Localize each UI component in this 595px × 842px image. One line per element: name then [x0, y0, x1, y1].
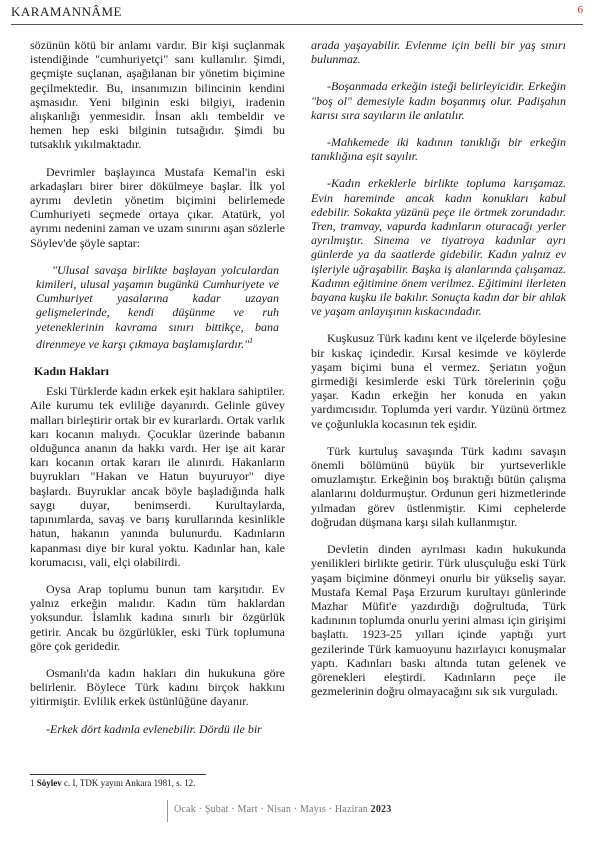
quote-block	[36, 263, 279, 351]
paragraph: Eski Türklerde kadın erkek eşit haklara sahiptiler. Aile kurumu tek evliliğe dayanırdı. Gelinle güvey malları birleştirir ortak bir ev kurarlardı. Ortak varlık karı kocanın malıydı. Çocuklar üzerinde babanın olduğunca ananın da hakkı vardı. Her işe ait karar karı kocanın ortak kararı ile alınırdı. Hakanların buyrukları "Hakan ve Hatun buyuruyor" diye başlardı. Buyruklar ancak böyle başladığında halk saygı duyar, benimserdi. Kurultaylarda, tapınımlarda, savaş ve barış kurullarında kesinlikle hatun, hakanın yanında bulunurdu. Kadınların kapanması diye bir kural yoktu. Kadınlar han, kale korumacısı, vali, elçi olabilirdi.	[30, 384, 285, 569]
paragraph: Kuşkusuz Türk kadını kent ve ilçelerde böylesine bir kıskaç içindedir. Kırsal kesimde ve köylerde yaşam biçimi buna el vermez. Şeriatın yoğun girmediği kesimlerde eski Türk törelerinin çoğu yaşar. Kadın erkeğin her konuda en yakın yardımcısıdır. Toplumda yeri vardır. Yüzünü örtmez ve çoğunlukla kocasının tek eşidir.	[311, 331, 566, 431]
footnote	[30, 778, 195, 788]
footnote-rest: c. I, TDK yayını Ankara 1981, s. 12.	[61, 778, 196, 788]
section-heading: Kadın Hakları	[34, 364, 110, 379]
paragraph: arada yaşayabilir. Evlenme için belli bir yaş sınırı bulunmaz.	[311, 38, 566, 67]
paragraph: -Boşanmada erkeğin isteği belirleyicidir. Erkeğin "boş ol" demesiyle kadın boşanmış olur. Padişahın karısı sıra sayıların ile anlatılır.	[311, 79, 566, 122]
footer-divider	[167, 800, 168, 822]
paragraph: -Erkek dört kadınla evlenebilir. Dördü ile bir	[46, 721, 262, 736]
footer-year: 2023	[370, 804, 392, 815]
footnote-source: Söylev	[36, 778, 62, 788]
paragraph: Osmanlı'da kadın hakları din hukukuna göre belirlenir. Böylece Türk kadını birçok hakkını yitirmiştir. Evlilik erkek üstünlüğüne dayanır.	[30, 665, 285, 709]
page-header	[11, 4, 583, 26]
paragraph: sözünün kötü bir anlamı vardır. Bir kişi suçlanmak istendiğinde "cumhuriyetçi" sanı kullanılır. Şimdi, geçmişte suçlanan, aşağılanan bir yönetim biçimine geçilmektedir. Bu, insanımızın bilincinin kendini aşmasıdır. Yeni bilginin eski bilgiyi, iradenin alışkanlığı yenmesidir. İnsan aklı tembeldir ve hemen hep eski bilginin tutsağıdır. Şimdi bu tutsaklık yıkılmaktadır.	[30, 38, 285, 152]
page-footer	[0, 798, 595, 838]
footer-months: Ocak · Şubat · Mart · Nisan · Mayıs · Haziran	[174, 804, 368, 815]
journal-title: KARAMANNÂME	[11, 4, 122, 19]
header-rule	[11, 24, 583, 25]
paragraph: Devrimler başlayınca Mustafa Kemal'in eski arkadaşları birer birer dökülmeye başlar. İlk yol ayrımı devletin yönetim biçimini belirlemede Cumhuriyeti seçmede ortaya çıkar. Atatürk, yol ayrımı nedenini zaman ve uzam sınırını aşan sözlerle Söylev'de şöyle saptar:	[30, 164, 285, 250]
paragraph: Türk kurtuluş savaşında Türk kadını savaşın önemli bölümünü büyük bir yurtseverlikle omuzlamıştır. Erkeğinin boş bıraktığı bütün çalışma alanlarını doldurmuştur. Ordunun geri hizmetlerinde yılmadan görev üstlenmiştir. Kimi cephelerde doğrudan düşmana karşı silah kullanmıştır.	[311, 443, 566, 529]
footnote-number: 1	[30, 778, 35, 788]
paragraph: -Kadın erkeklerle birlikte topluma karışamaz. Evin hareminde ancak kadın konukları kabul edebilir. Sokakta yüzünü peçe ile örtmek zorundadır. Tren, tramvay, vapurda kadınların oturacağı yerler ayrılmıştır. Sinema ve tiyatroya kadınlar ayrı günlerde ya da saatlerde gidebilir. Kadın yalnız ev işleriyle uğraşabilir. Başka iş alanlarında çalışamaz. Kadının eğitimine önem verilmez. Eğitimini ilerleten bayana kuşku ile bakılır. Sonuçta kadın dar bir ahlak ve yaşam anlayışının kıskacındadır.	[311, 176, 566, 319]
left-column	[30, 38, 285, 749]
footnote-rule	[30, 774, 206, 775]
page-number: 6	[577, 4, 583, 16]
quote-text: "Ulusal savaşa birlikte başlayan yolculardan kimileri, ulusal yaşamın bugünkü Cumhuriyete ve Cumhuriyet yasalarına kadar uzayan gelişmelerinde, kendi düşünme ve ruh yeteneklerinin kavrama sınırı bittikçe, bana direnmeye ve karşı çıkmaya başlamışlardır."	[36, 262, 279, 351]
paragraph: Oysa Arap toplumu bunun tam karşıtıdır. Ev yalnız erkeğin malıdır. Kadın tüm haklardan yoksundur. İslamlık kadına sınırlı bir özgürlük getirir. Ancak bu özgürlükler, eski Türk toplumuna göre çok geridedir.	[30, 581, 285, 653]
issue-months	[174, 804, 391, 815]
paragraph: -Mahkemede iki kadının tanıklığı bir erkeğin tanıklığına eşit sayılır.	[311, 135, 566, 164]
right-column	[311, 38, 566, 711]
paragraph: Devletin dinden ayrılması kadın hukukunda yenilikleri birlikte getirir. Türk ulusçuluğu eski Türk yaşam biçimine dönmeyi onurlu bir yükseliş sayar. Mustafa Kemal Paşa Erzurum kurultayı günlerinde Mazhar Müfit'e yazdırdığı doğrultuda, Türk kadınının toplumda onurlu yerini alması için girişimi başlattı. 1923-25 yılları içinde yaptığı yurt gezilerinde Türk kamuoyunu hazırlayıcı konuşmalar yaptı. Kadınları baskı altında tutan gelenek ve görenekleri eleştirdi. Kadınların peçe ile gezmelerinin doğru olmayacağını sık sık vurguladı.	[311, 542, 566, 699]
footnote-ref: 1	[249, 335, 254, 345]
